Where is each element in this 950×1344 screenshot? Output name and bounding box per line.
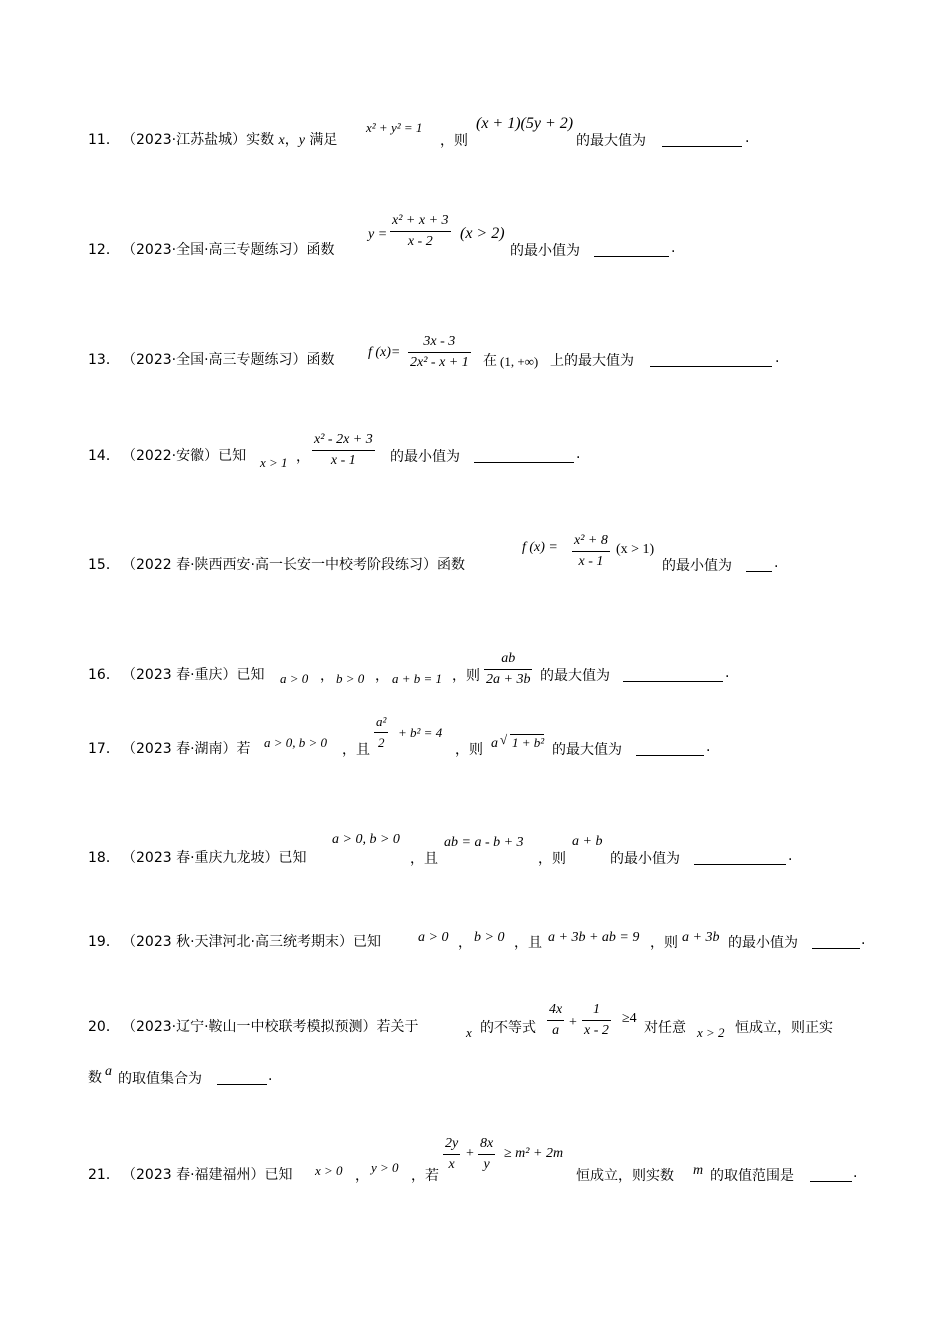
math-condition: x² + y² = 1 [366, 120, 423, 135]
question-source: （2023 春·福建福州） [122, 1167, 265, 1183]
question-19: 19． （2023 秋·天津河北·高三统考期末）已知 [88, 934, 381, 950]
math-condition: a > 0, b > 0 [332, 832, 400, 847]
math-condition: (x > 1) [616, 542, 655, 557]
math-fraction: $\frac{3x - 3}{\text{2x² - x + 1}}$ [410, 334, 469, 370]
question-number: 16． [88, 667, 120, 683]
document-page: 11． （2023·江苏盐城）实数 x，y 满足 x² + y² = 1 ，则 (x + 1)(5y + 2) 的最大值为 . 12． （2023·全国·高三专题练习）函数 y = $\frac{\text{x² + x + 3}}{x - 2}$ (x > 2) 的最小值为 . 13． （2023·全国·高三专题练习）函数 f (x)= $\frac{3x - 3}{\text{2x² - x + 1}}$ 在 (1, +∞) 上的最大值为 . 14． （2022·安徽）已知 x > 1 ， $\frac{\text{x² - 2x + 3}}{x - 1}$ 的最小值为 . 15． （2022 春·陕西西安·高一长安一中校考阶段练习）函数 f (x) = $\frac{\text{x² + 8}}{x - 1}$ (x > 1) 的最小值为 . 16． （2023 春·重庆）已知 a > 0 ， b > 0 ， a + b = 1 ，则 $\frac{ab}{2a + 3b}$ 的最大值为 . 17． （2023 春·湖南）若 a > 0, b > 0 ，且 $\frac{\text{a²}}{2}$ + b² = 4 ，则 a √ 1 + b² 的最大值为 . 18． （2023 春·重庆九龙坡）已知 a > 0, b > 0 ，且 ab = a - b + 3 ，则 a + b 的最小值为 . 19． （2023 秋·天津河北·高三统考期末）已知 a > 0 ， b > 0 ，且 a + 3b + ab = 9 ，则 a + 3b 的最小值为 . 20． （2023·辽宁·鞍山一中校联考模拟预测）若关于 x 的不等式 $\frac{4x}{a}$ + $\frac{1}{x - 2}$ ≥4 对任意 x > 2 恒成立，则正实 数 a 的取值集合为 . 21． （2023 春·福建福州）已知 x > 0 ， y > 0 ，若 $\frac{2y}{x}$ + $\frac{8x}{y}$ ≥ m² + 2m 恒成立，则实数 m 的取值范围是 . [88, 115, 866, 1184]
math-condition: (x > 2) [460, 225, 505, 242]
question-source: （2022·安徽） [122, 448, 219, 464]
math-variable: a [105, 1064, 112, 1079]
question-20-line-2: 数 [88, 1070, 102, 1086]
math-condition: x > 1 [260, 455, 288, 470]
question-number: 15． [88, 557, 120, 573]
question-20: 20． （2023·辽宁·鞍山一中校联考模拟预测）若关于 [88, 1019, 419, 1035]
question-18: 18． （2023 春·重庆九龙坡）已知 [88, 850, 307, 866]
math-condition: x > 2 [697, 1025, 725, 1040]
math-inequality: ≥ m² + 2m [504, 1146, 564, 1161]
question-number: 20． [88, 1019, 120, 1035]
math-condition: x > 0 [315, 1163, 343, 1178]
math-condition: a > 0, b > 0 [264, 735, 328, 750]
math-condition: a + b = 1 [392, 671, 443, 686]
math-fraction: $\frac{2y}{x}$ [445, 1136, 459, 1172]
question-17: 17． （2023 春·湖南）若 [88, 741, 251, 757]
math-lhs: y = [368, 227, 388, 242]
question-source: （2023 秋·天津河北·高三统考期末） [122, 934, 353, 950]
math-variable: x [466, 1025, 472, 1040]
math-condition: a > 0 [418, 930, 449, 945]
question-number: 18． [88, 850, 120, 866]
math-sqrt-sign: √ [500, 732, 508, 747]
math-expression: a + 3b [682, 930, 720, 945]
answer-blank [650, 352, 772, 367]
answer-blank [636, 741, 704, 756]
math-lhs: f (x) = [522, 540, 558, 555]
math-fraction: $\frac{1}{x - 2}$ [584, 1002, 609, 1038]
math-condition: + b² = 4 [398, 725, 443, 740]
math-expression: a [491, 736, 498, 751]
math-fraction: $\frac{\text{a²}}{2}$ [376, 714, 387, 750]
answer-blank [623, 667, 723, 682]
answer-blank [746, 557, 772, 572]
math-equation: a + 3b + ab = 9 [548, 930, 640, 945]
answer-blank [810, 1167, 852, 1182]
question-source: （2023 春·重庆九龙坡） [122, 850, 279, 866]
question-number: 13． [88, 352, 120, 368]
math-fraction: $\frac{\text{x² - 2x + 3}}{x - 1}$ [314, 432, 373, 468]
math-fraction: $\frac{\text{x² + x + 3}}{x - 2}$ [392, 213, 449, 249]
math-fraction: $\frac{ab}{2a + 3b}$ [486, 651, 531, 687]
math-equation: ab = a - b + 3 [444, 835, 524, 850]
question-12: 12． （2023·全国·高三专题练习）函数 [88, 242, 335, 258]
question-21: 21． （2023 春·福建福州）已知 [88, 1167, 293, 1183]
answer-blank [474, 448, 574, 463]
question-source: （2023 春·重庆） [122, 667, 237, 683]
answer-blank [217, 1070, 267, 1085]
question-14: 14． （2022·安徽）已知 [88, 448, 247, 464]
question-source: （2023·全国·高三专题练习） [122, 242, 307, 258]
math-condition: b > 0 [474, 930, 505, 945]
question-16: 16． （2023 春·重庆）已知 [88, 667, 265, 683]
question-11: 11． （2023·江苏盐城）实数 x，y 满足 [88, 132, 338, 148]
answer-blank [662, 132, 742, 147]
math-fraction: $\frac{4x}{a}$ [549, 1002, 563, 1038]
question-number: 14． [88, 448, 120, 464]
math-condition: a > 0 [280, 671, 309, 686]
question-source: （2023·江苏盐城） [122, 132, 247, 148]
math-expression: a + b [572, 834, 603, 849]
question-source: （2023 春·湖南） [122, 741, 237, 757]
math-fraction: $\frac{\text{x² + 8}}{x - 1}$ [574, 533, 608, 569]
answer-blank [812, 934, 860, 949]
math-lhs: f (x)= [368, 345, 401, 360]
math-condition: b > 0 [336, 671, 365, 686]
question-source: （2023·辽宁·鞍山一中校联考模拟预测） [122, 1019, 377, 1035]
question-number: 12． [88, 242, 120, 258]
question-source: （2022 春·陕西西安·高一长安一中校考阶段练习） [122, 557, 437, 573]
math-interval: (1, +∞) [500, 354, 539, 369]
answer-blank [694, 850, 786, 865]
question-source: （2023·全国·高三专题练习） [122, 352, 307, 368]
math-variable: m [693, 1163, 704, 1178]
question-number: 19． [88, 934, 120, 950]
math-sqrt-content: 1 + b² [512, 735, 545, 750]
math-inequality: ≥4 [622, 1011, 637, 1026]
math-expression: (x + 1)(5y + 2) [476, 115, 574, 132]
question-number: 11． [88, 132, 120, 148]
question-number: 21． [88, 1167, 120, 1183]
question-13: 13． （2023·全国·高三专题练习）函数 [88, 352, 335, 368]
math-fraction: $\frac{8x}{y}$ [480, 1136, 494, 1172]
question-15: 15． （2022 春·陕西西安·高一长安一中校考阶段练习）函数 [88, 557, 465, 573]
math-condition: y > 0 [371, 1160, 399, 1175]
question-number: 17． [88, 741, 120, 757]
answer-blank [594, 242, 669, 257]
